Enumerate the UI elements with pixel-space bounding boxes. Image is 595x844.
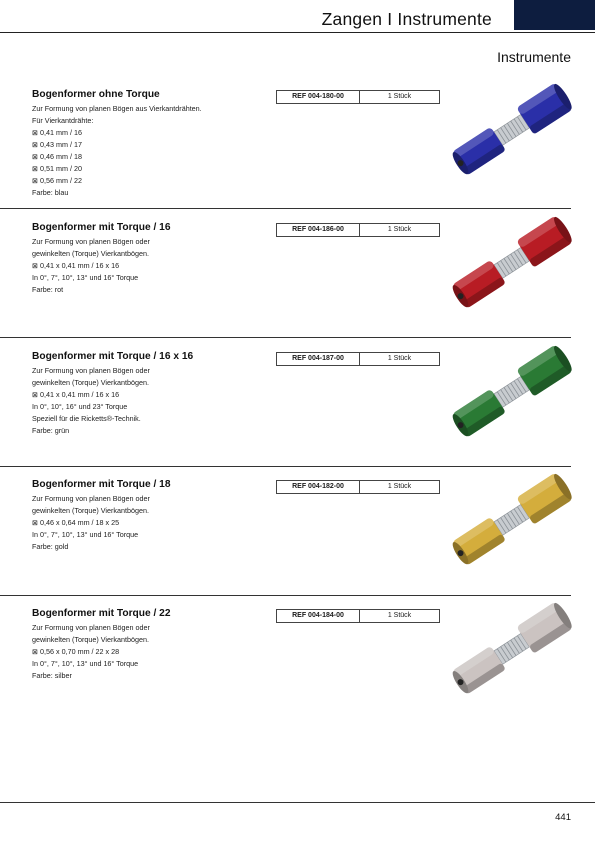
desc-line: Zur Formung von planen Bögen oder bbox=[32, 623, 150, 632]
separator-rule bbox=[0, 208, 571, 209]
desc-line: gewinkelten (Torque) Vierkantbögen. bbox=[32, 378, 149, 387]
product-description bbox=[32, 365, 150, 437]
product-image bbox=[440, 343, 580, 443]
product-image bbox=[440, 600, 580, 700]
product-description bbox=[32, 493, 150, 553]
desc-line: ⊠ 0,41 x 0,41 mm / 16 x 16 bbox=[32, 390, 120, 399]
desc-line: ⊠ 0,46 x 0,64 mm / 18 x 25 bbox=[32, 518, 120, 527]
desc-line: Farbe: silber bbox=[32, 671, 72, 680]
desc-line: Farbe: blau bbox=[32, 188, 69, 197]
quantity: 1 Stück bbox=[387, 612, 412, 619]
ref-table bbox=[276, 352, 440, 366]
ref-table bbox=[276, 480, 440, 494]
desc-line: Farbe: rot bbox=[32, 285, 64, 294]
desc-line: Farbe: grün bbox=[32, 426, 70, 435]
quantity: 1 Stück bbox=[387, 483, 412, 490]
desc-line: gewinkelten (Torque) Vierkantbögen. bbox=[32, 506, 149, 515]
desc-line: In 0°, 10°, 16° und 23° Torque bbox=[32, 402, 128, 411]
page-header: Zangen I Instrumente bbox=[321, 9, 492, 29]
desc-line: ⊠ 0,46 mm / 18 bbox=[32, 152, 82, 161]
desc-line: Farbe: gold bbox=[32, 542, 69, 551]
ref-number: REF 004-186-00 bbox=[277, 224, 360, 236]
desc-line: ⊠ 0,41 mm / 16 bbox=[32, 128, 82, 137]
header-rule bbox=[0, 32, 595, 33]
quantity: 1 Stück bbox=[387, 93, 412, 100]
ref-table bbox=[276, 90, 440, 104]
desc-line: In 0°, 7°, 10°, 13° und 16° Torque bbox=[32, 659, 139, 668]
product-title: Bogenformer ohne Torque bbox=[32, 89, 160, 100]
desc-line: Zur Formung von planen Bögen oder bbox=[32, 237, 150, 246]
product-title: Bogenformer mit Torque / 22 bbox=[32, 608, 171, 619]
product-title: Bogenformer mit Torque / 16 x 16 bbox=[32, 351, 194, 362]
product-description bbox=[32, 236, 150, 296]
product-description bbox=[32, 622, 150, 682]
desc-line: In 0°, 7°, 10°, 13° und 16° Torque bbox=[32, 273, 139, 282]
quantity: 1 Stück bbox=[387, 355, 412, 362]
ref-number: REF 004-180-00 bbox=[277, 91, 360, 103]
ref-number: REF 004-184-00 bbox=[277, 610, 360, 622]
desc-line: ⊠ 0,41 x 0,41 mm / 16 x 16 bbox=[32, 261, 120, 270]
desc-line: Für Vierkantdrähte: bbox=[32, 116, 94, 125]
ref-number: REF 004-187-00 bbox=[277, 353, 360, 365]
desc-line: In 0°, 7°, 10°, 13° und 16° Torque bbox=[32, 530, 139, 539]
desc-line: ⊠ 0,51 mm / 20 bbox=[32, 164, 82, 173]
desc-line: Zur Formung von planen Bögen aus Vierkantdrähten. bbox=[32, 104, 202, 113]
product-description bbox=[32, 103, 202, 199]
desc-line: gewinkelten (Torque) Vierkantbögen. bbox=[32, 635, 149, 644]
desc-line: gewinkelten (Torque) Vierkantbögen. bbox=[32, 249, 149, 258]
desc-line: Zur Formung von planen Bögen oder bbox=[32, 366, 150, 375]
ref-table bbox=[276, 223, 440, 237]
product-image bbox=[440, 81, 580, 181]
separator-rule bbox=[0, 595, 571, 596]
product-image bbox=[440, 214, 580, 314]
product-title: Bogenformer mit Torque / 16 bbox=[32, 222, 171, 233]
desc-line: Zur Formung von planen Bögen oder bbox=[32, 494, 150, 503]
product-title: Bogenformer mit Torque / 18 bbox=[32, 479, 171, 490]
separator-rule bbox=[0, 337, 571, 338]
quantity: 1 Stück bbox=[387, 226, 412, 233]
brand-block bbox=[514, 0, 595, 30]
page-number: 441 bbox=[555, 812, 571, 823]
section-title: Instrumente bbox=[497, 49, 571, 65]
ref-number: REF 004-182-00 bbox=[277, 481, 360, 493]
desc-line: Speziell für die Ricketts®-Technik. bbox=[32, 414, 141, 423]
ref-table bbox=[276, 609, 440, 623]
footer-rule bbox=[0, 802, 595, 803]
desc-line: ⊠ 0,56 x 0,70 mm / 22 x 28 bbox=[32, 647, 120, 656]
separator-rule bbox=[0, 466, 571, 467]
desc-line: ⊠ 0,56 mm / 22 bbox=[32, 176, 82, 185]
product-image bbox=[440, 471, 580, 571]
desc-line: ⊠ 0,43 mm / 17 bbox=[32, 140, 82, 149]
